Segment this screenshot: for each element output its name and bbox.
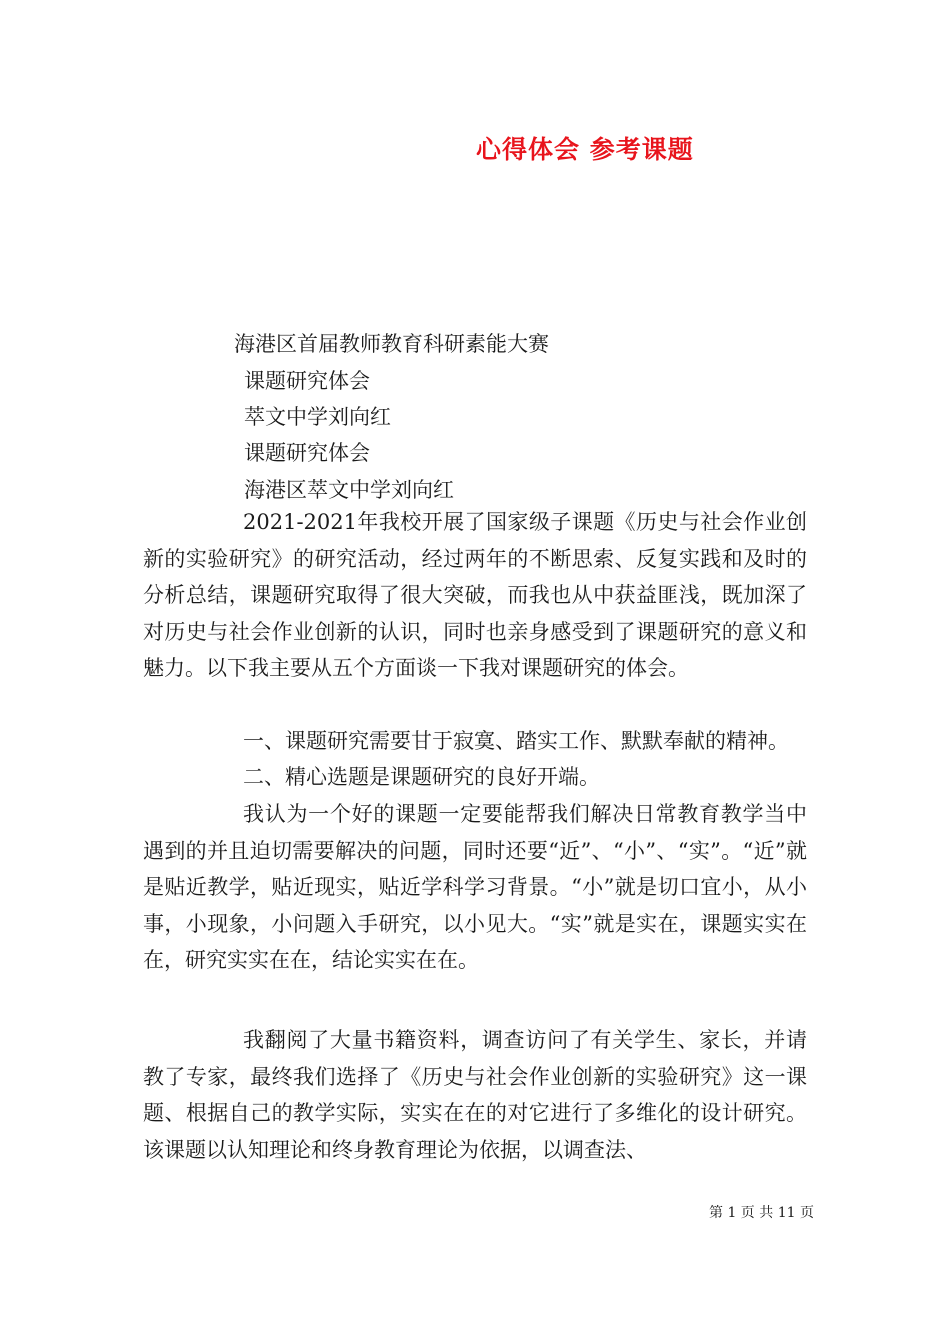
page-number-footer: 第 1 页 共 11 页 (709, 1205, 814, 1221)
paragraph-point-2: 二、精心选题是课题研究的良好开端。 (243, 765, 600, 789)
paragraph-intro: 2021-2021年我校开展了国家级子课题《历史与社会作业创新的实验研究》的研究活动，经过两年的不断思索、反复实践和及时的分析总结，课题研究取得了很大突破，而我也从中获益匪浅，既加深了对历史与社会作业创新的认识，同时也亲身感受到了课题研究的意义和魅力。以下我主要从五个方面谈一下我对课题研究的体会。 (143, 510, 807, 680)
contest-title: 海港区首届教师教育科研素能大赛 (234, 332, 549, 356)
author-line: 萃文中学刘向红 (244, 405, 391, 429)
document-title: 心得体会 参考课题 (476, 135, 694, 164)
paragraph-topic-criteria: 我认为一个好的课题一定要能帮我们解决日常教育教学当中遇到的并且迫切需要解决的问题，同时还要“近”、“小”、“实”。“近”就是贴近教学，贴近现实，贴近学科学习背景。“小”就是切口宜小，从小事，小现象，小问题入手研究，以小见大。“实”就是实在，课题实实在在，研究实实在在，结论实实在在。 (143, 802, 807, 972)
author-line-2: 海港区萃文中学刘向红 (244, 478, 454, 502)
subtitle-line-2: 课题研究体会 (244, 441, 370, 465)
paragraph-research-process: 我翻阅了大量书籍资料，调查访问了有关学生、家长，并请教了专家，最终我们选择了《历史与社会作业创新的实验研究》这一课题、根据自己的教学实际，实实在在的对它进行了多维化的设计研究。该课题以认知理论和终身教育理论为依据，以调查法、 (143, 1028, 807, 1162)
subtitle-line: 课题研究体会 (244, 369, 370, 393)
paragraph-point-1: 一、课题研究需要甘于寂寞、踏实工作、默默奉献的精神。 (243, 729, 789, 753)
